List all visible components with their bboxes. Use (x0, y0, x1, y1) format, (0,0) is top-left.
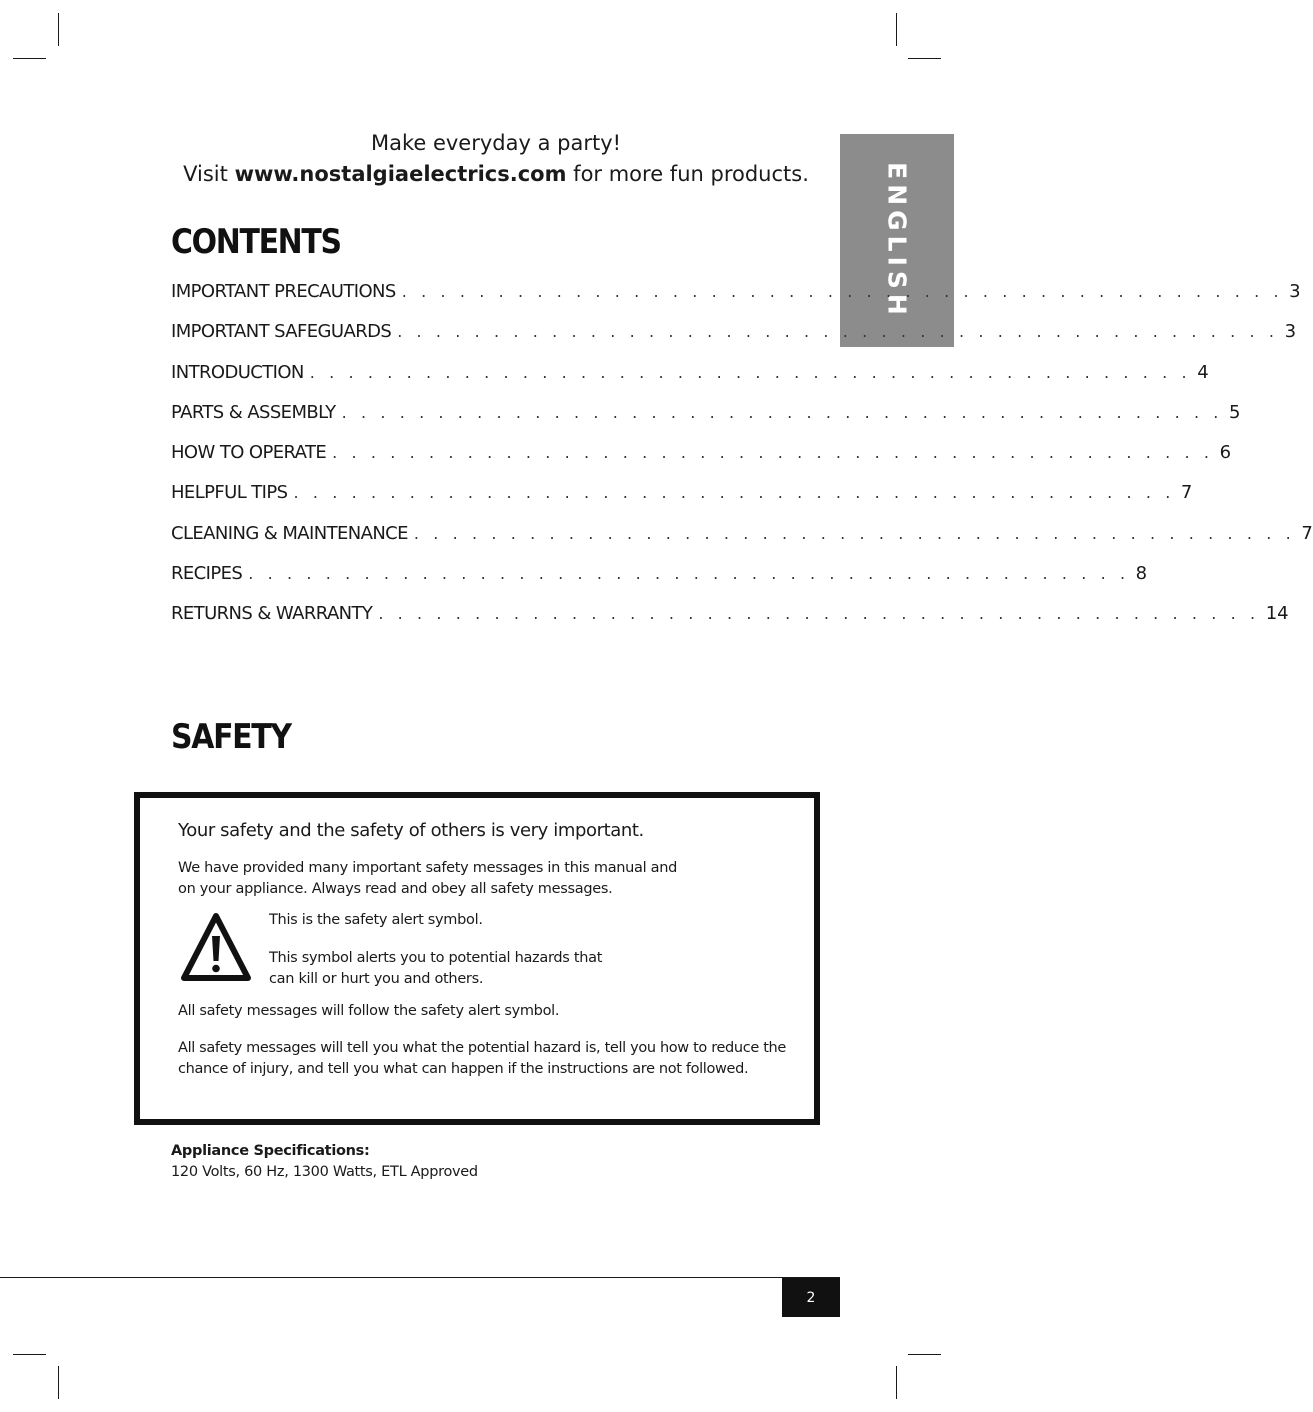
page-number: 2 (806, 1289, 816, 1306)
safety-lead: Your safety and the safety of others is very important. (178, 820, 644, 841)
symbol-description: This is the safety alert symbol. (269, 912, 483, 928)
toc-item[interactable] (171, 361, 1209, 402)
crop-mark (908, 58, 941, 59)
toc-item-title: RETURNS & WARRANTY (171, 603, 373, 625)
toc-item-page: 6 (1219, 442, 1232, 464)
language-tab (840, 134, 954, 347)
toc-item[interactable] (171, 482, 1193, 522)
table-of-contents (171, 281, 1313, 644)
toc-item-page: 8 (1135, 563, 1148, 585)
toc-item-title: IMPORTANT PRECAUTIONS (171, 281, 396, 302)
toc-item-title: RECIPES (171, 563, 243, 585)
specs-heading: Appliance Specifications: (171, 1143, 370, 1159)
warning-triangle-icon (180, 910, 252, 986)
toc-item[interactable] (171, 522, 1313, 563)
toc-item-page: 3 (1289, 281, 1301, 302)
crop-mark (896, 13, 897, 46)
language-tab-label: ENGLISH (882, 161, 912, 320)
crop-mark (13, 58, 46, 59)
toc-leader-dots: . . . . . . . . . . . . . . . . . . . . . . . . . . . . . . . . . . . . . . . . . . . . . . (341, 402, 1223, 422)
toc-item-title: PARTS & ASSEMBLY (171, 401, 336, 423)
toc-item-title: IMPORTANT SAFEGUARDS (171, 321, 392, 343)
crop-mark (908, 1354, 941, 1355)
specs-text: 120 Volts, 60 Hz, 1300 Watts, ETL Approved (171, 1164, 478, 1180)
appliance-specifications (171, 1141, 478, 1183)
toc-item-page: 7 (1301, 522, 1313, 544)
symbol-hazard-text: This symbol alerts you to potential hazards that can kill or hurt you and others. (269, 950, 603, 987)
toc-leader-dots: . . . . . . . . . . . . . . . . . . . . . . . . . . . . . . . . . . . . . . . . . . . . . . (293, 483, 1175, 503)
crop-mark (896, 1366, 897, 1399)
toc-item-page: 7 (1180, 482, 1193, 504)
safety-heading: SAFETY (171, 717, 291, 757)
toc-leader-dots: . . . . . . . . . . . . . . . . . . . . . . . . . . . . . . . . . . . . . . . . . . . . . . (413, 523, 1296, 543)
toc-item[interactable] (171, 603, 1289, 643)
toc-leader-dots: . . . . . . . . . . . . . . . . . . . . . . . . . . . . . . . . . . . . . . . . . . . . . . (401, 282, 1284, 301)
toc-item-title: CLEANING & MAINTENANCE (171, 522, 408, 544)
toc-item-page: 3 (1284, 321, 1297, 343)
toc-item-title: HELPFUL TIPS (171, 482, 288, 504)
toc-leader-dots: . . . . . . . . . . . . . . . . . . . . . . . . . . . . . . . . . . . . . . . . . . . . . . (397, 322, 1279, 342)
toc-item[interactable] (171, 442, 1232, 482)
toc-item-title: INTRODUCTION (171, 361, 304, 383)
toc-leader-dots: . . . . . . . . . . . . . . . . . . . . . . . . . . . . . . . . . . . . . . . . . . . . . . (332, 443, 1214, 463)
safety-paragraph: All safety messages will tell you what the potential hazard is, tell you how to reduce the chance of injury, and tell you what can happen if the instructions are not followed. (178, 1040, 786, 1077)
toc-item-title: HOW TO OPERATE (171, 442, 327, 464)
toc-leader-dots: . . . . . . . . . . . . . . . . . . . . . . . . . . . . . . . . . . . . . . . . . . . . . . (378, 604, 1260, 624)
toc-item[interactable] (171, 321, 1297, 361)
crop-mark (13, 1354, 46, 1355)
visit-suffix: for more fun products. (566, 162, 809, 186)
safety-paragraph: All safety messages will follow the safety alert symbol. (178, 1003, 560, 1019)
page-number-badge (782, 1278, 840, 1317)
contents-heading: CONTENTS (171, 222, 341, 262)
toc-item-page: 4 (1197, 361, 1209, 383)
visit-prefix: Visit (183, 162, 235, 186)
toc-item-page: 5 (1229, 401, 1241, 423)
toc-item[interactable] (171, 563, 1148, 603)
toc-leader-dots: . . . . . . . . . . . . . . . . . . . . . . . . . . . . . . . . . . . . . . . . . . . . . . (309, 362, 1192, 382)
toc-leader-dots: . . . . . . . . . . . . . . . . . . . . . . . . . . . . . . . . . . . . . . . . . . . . . . (248, 564, 1130, 584)
tagline-line1: Make everyday a party! (370, 131, 622, 155)
crop-mark (58, 13, 59, 46)
toc-item-page: 14 (1265, 603, 1289, 625)
toc-item[interactable] (171, 401, 1241, 442)
website-link[interactable]: www.nostalgiaelectrics.com (234, 162, 567, 186)
footer-rule (0, 1277, 840, 1278)
safety-paragraph: We have provided many important safety messages in this manual and on your appliance. Always read and obey all safety messages. (178, 860, 678, 897)
safety-notice-box (134, 792, 820, 1125)
crop-mark (58, 1366, 59, 1399)
toc-item[interactable] (171, 281, 1301, 321)
